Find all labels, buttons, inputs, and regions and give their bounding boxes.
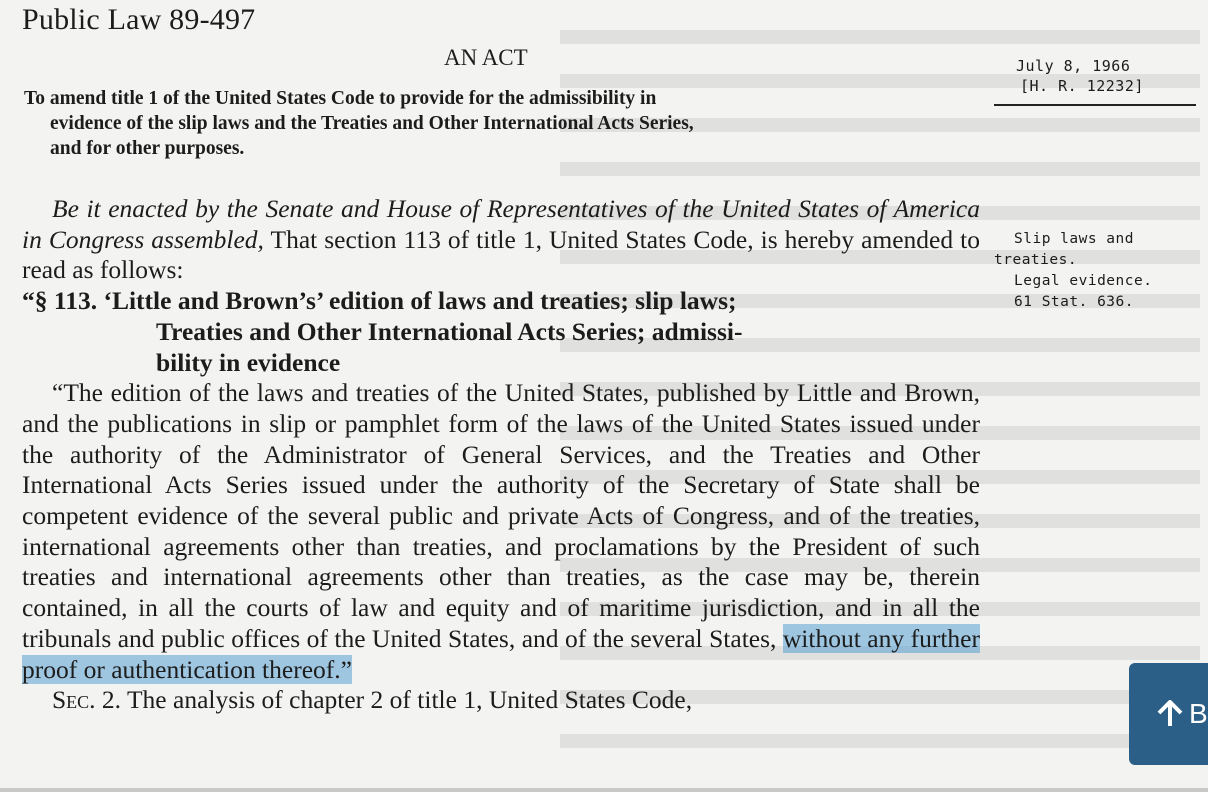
margin-note-line: Slip laws and [1014, 231, 1134, 247]
margin-note-line: 61 Stat. 636. [1014, 294, 1134, 310]
section-2-text: The analysis of chapter 2 of title 1, United States Code, [121, 685, 693, 715]
purpose-line: evidence of the slip laws and the Treaties and Other International Acts Series, [50, 113, 694, 134]
margin-rule [994, 104, 1196, 106]
enactment-date: July 8, 1966 [1016, 57, 1131, 75]
back-to-top-button[interactable] [1129, 663, 1208, 765]
act-purpose [24, 86, 984, 161]
purpose-line: and for other purposes. [50, 138, 245, 159]
purpose-line: To amend title 1 of the United States Code to provide for the admissibility in [24, 88, 657, 109]
bill-number: [H. R. 12232] [1020, 77, 1144, 95]
section-heading [22, 286, 980, 378]
back-to-top-label: B [1189, 698, 1208, 729]
margin-note-line: treaties. [994, 252, 1078, 268]
section-heading-line: “§ 113. ‘Little and Brown’s’ edition of laws and treaties; slip laws; [22, 286, 737, 316]
section-label: Sec. 2. [52, 685, 122, 715]
enacting-text: That section 113 of title 1, United States Code, is hereby amended to read as follows: [22, 224, 980, 285]
section-heading-line: bility in evidence [156, 347, 341, 377]
margin-note [994, 229, 1152, 313]
highlighted-text[interactable]: without any further proof or authentication thereof.” [22, 623, 980, 684]
arrow-up-icon [1157, 700, 1183, 728]
margin-note-line: Legal evidence. [1014, 273, 1153, 289]
bottom-edge [0, 788, 1208, 792]
section-text-main: “The edition of the laws and treaties of the United States, published by Little and Brown, and the publications in slip or pamphlet form of the laws of the United States issued under the authority of the Administrator of General Services, and the Treaties and Other International Acts Series issued under the authority of the Secretary of State shall be competent evidence of the several public and private Acts of Congress, and of the treaties, international agreements other than treaties, and proclamations by the President of such treaties and international agreements other than treaties, as the case may be, therein contained, in all the courts of law and equity and of maritime jurisdiction, and in all the tribunals and public offices of the United States, and of the several States, [22, 378, 980, 653]
enacting-formula: Be it enacted by the Senate and House of Representatives of the United States of America in Congress assembled, [22, 194, 980, 254]
act-heading: AN ACT [444, 45, 528, 70]
enacting-clause [22, 194, 980, 286]
section-heading-line: Treaties and Other International Acts Series; admissi- [156, 316, 743, 346]
enactment-date-block [1016, 56, 1144, 96]
section-text [22, 378, 980, 685]
act-body [22, 194, 980, 716]
section-2 [22, 685, 980, 716]
law-title: Public Law 89-497 [22, 3, 256, 36]
